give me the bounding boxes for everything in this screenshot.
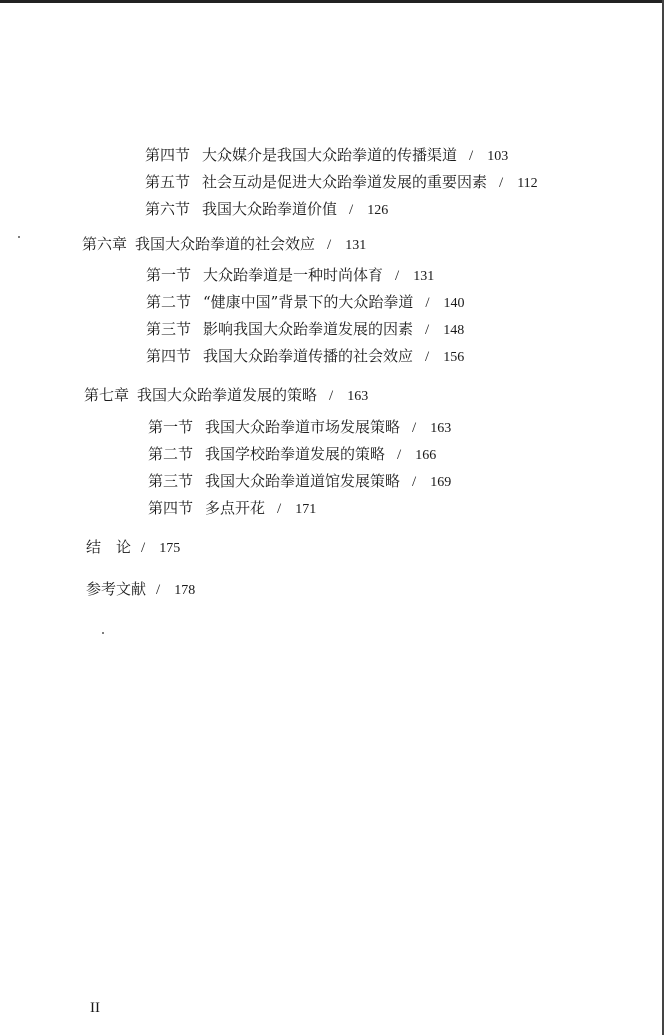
toc-chapter-label: 第六章	[82, 235, 128, 253]
toc-chapter-title: 我国大众跆拳道发展的策略	[137, 386, 318, 404]
toc-separator: /	[329, 388, 334, 404]
toc-entry-label: 参考文献	[86, 580, 147, 598]
toc-chapter[interactable]	[82, 235, 366, 255]
toc-conclusion[interactable]	[86, 538, 180, 558]
toc-chapter-label: 第七章	[84, 386, 130, 404]
toc-page-number: 171	[295, 502, 317, 517]
toc-entry-label: 第六节	[145, 200, 191, 218]
toc-entry-title: “健康中国”背景下的大众跆拳道	[203, 293, 414, 311]
toc-entry-title: 大众媒介是我国大众跆拳道的传播渠道	[202, 146, 458, 164]
toc-page-number: 131	[345, 238, 367, 253]
toc-references[interactable]	[86, 580, 195, 600]
toc-entry[interactable]	[145, 146, 508, 166]
toc-entry[interactable]	[145, 173, 538, 193]
toc-separator: /	[412, 474, 417, 490]
toc-separator: /	[395, 268, 400, 284]
toc-entry-title: 多点开花	[205, 499, 266, 517]
toc-separator: /	[349, 202, 354, 218]
toc-entry[interactable]	[148, 499, 316, 519]
toc-entry[interactable]	[148, 418, 451, 438]
toc-page-number: 148	[443, 323, 465, 338]
toc-page-number: 163	[347, 389, 369, 404]
scan-speck	[102, 632, 104, 634]
toc-entry-label: 第三节	[148, 472, 194, 490]
toc-separator: /	[141, 540, 146, 556]
toc-entry-title: 我国大众跆拳道市场发展策略	[205, 418, 401, 436]
toc-page-number: 166	[415, 448, 437, 463]
toc-separator: /	[277, 501, 282, 517]
toc-separator: /	[425, 295, 430, 311]
toc-page-number: 126	[367, 203, 389, 218]
toc-entry[interactable]	[146, 320, 464, 340]
toc-entry-title: 我国大众跆拳道价值	[202, 200, 338, 218]
toc-page-number: 175	[159, 541, 181, 556]
toc-page-number: 103	[487, 149, 509, 164]
toc-entry-label: 第五节	[145, 173, 191, 191]
toc-entry[interactable]	[148, 472, 451, 492]
toc-entry-label: 结 论	[86, 538, 132, 556]
toc-entry[interactable]	[146, 266, 434, 286]
toc-entry-label: 第二节	[148, 445, 194, 463]
toc-entry[interactable]	[145, 200, 388, 220]
toc-entry-title: 社会互动是促进大众跆拳道发展的重要因素	[202, 173, 488, 191]
toc-entry-label: 第三节	[146, 320, 192, 338]
toc-page-number: 178	[174, 583, 196, 598]
toc-chapter-title: 我国大众跆拳道的社会效应	[135, 235, 316, 253]
toc-page-number: 163	[430, 421, 452, 436]
toc-entry[interactable]	[146, 293, 465, 313]
toc-entry-title: 大众跆拳道是一种时尚体育	[203, 266, 384, 284]
toc-page-number: 112	[517, 176, 538, 191]
scan-top-edge	[0, 0, 664, 3]
toc-entry-label: 第四节	[148, 499, 194, 517]
toc-separator: /	[397, 447, 402, 463]
toc-separator: /	[499, 175, 504, 191]
toc-page-number: 131	[413, 269, 435, 284]
toc-separator: /	[412, 420, 417, 436]
toc-entry-title: 影响我国大众跆拳道发展的因素	[203, 320, 414, 338]
toc-separator: /	[425, 322, 430, 338]
toc-page-number: 140	[443, 296, 465, 311]
toc-separator: /	[469, 148, 474, 164]
toc-separator: /	[156, 582, 161, 598]
toc-entry-label: 第一节	[146, 266, 192, 284]
toc-entry[interactable]	[148, 445, 436, 465]
toc-entry-title: 我国大众跆拳道道馆发展策略	[205, 472, 401, 490]
toc-entry-label: 第四节	[145, 146, 191, 164]
toc-page-number: 169	[430, 475, 452, 490]
toc-entry-title: 我国学校跆拳道发展的策略	[205, 445, 386, 463]
scan-speck	[18, 236, 20, 238]
toc-entry-label: 第二节	[146, 293, 192, 311]
toc-separator: /	[425, 349, 430, 365]
toc-entry-label: 第四节	[146, 347, 192, 365]
toc-page-number: 156	[443, 350, 465, 365]
toc-entry-label: 第一节	[148, 418, 194, 436]
toc-chapter[interactable]	[84, 386, 368, 406]
toc-separator: /	[327, 237, 332, 253]
toc-entry[interactable]	[146, 347, 464, 367]
page-number: II	[90, 1000, 100, 1016]
toc-entry-title: 我国大众跆拳道传播的社会效应	[203, 347, 414, 365]
